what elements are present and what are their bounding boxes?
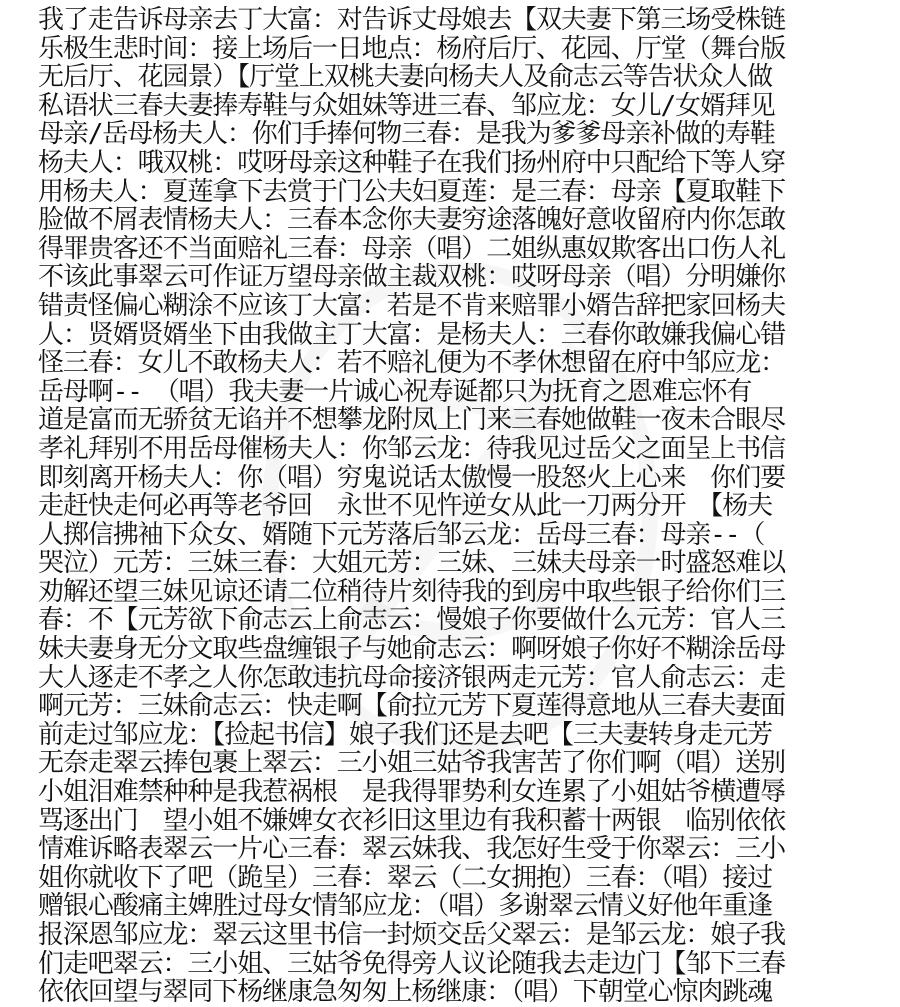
text-line: 即刻离开杨夫人：你（唱）穷鬼说话太傲慢一股怒火上心来 你们要 [38, 463, 786, 493]
text-line: 走赶快走何必再等老爷回 永世不见忤逆女从此一刀两分开 【杨夫 [38, 492, 773, 521]
text-line: 不该此事翠云可作证万望母亲做主裁双桃：哎呀母亲（唱）分明嫌你 [38, 263, 786, 292]
text-line: 脸做不屑表情杨夫人：三春本念你夫妻穷途落魄好意收留府内你怎敢 [38, 206, 786, 235]
text-line: 得罪贵客还不当面赔礼三春：母亲（唱）二姐纵惠奴欺客出口伤人礼 [38, 234, 786, 264]
text-line: 情难诉略表翠云一片心三春：翠云妹我、我怎好生受于你翠云：三小 [38, 835, 786, 864]
text-line: 岳母啊-- （唱）我夫妻一片诚心祝寿诞都只为抚育之恩难忘怀有 [38, 377, 752, 407]
text-line: 春：不【元芳欲下俞志云上俞志云：慢娘子你要做什么元芳：官人三 [38, 606, 786, 636]
text-line: 我了走告诉母亲去丁大富：对告诉丈母娘去【双夫妻下第三场受株链 [38, 6, 786, 35]
text-line: 姐你就收下了吧（跪呈）三春：翠云（二女拥抱）三春：（唱）接过 [38, 863, 773, 893]
text-line: 孝礼拜别不用岳母催杨夫人：你邹云龙：待我见过岳父之面呈上书信 [38, 434, 786, 464]
text-line: 依依回望与翠同下杨继康急匆匆上杨继康：（唱）下朝堂心惊肉跳魂 [38, 978, 773, 1007]
text-line: 前走过邹应龙：【捡起书信】娘子我们还是去吧【三夫妻转身走元芳 [38, 720, 773, 750]
text-line: 哭泣）元芳：三妹三春：大姐元芳：三妹、三妹夫母亲一时盛怒难以 [38, 549, 786, 578]
text-line: 大人逐走不孝之人你怎敢违抗母命接济银两走元芳：官人俞志云：走 [38, 663, 786, 693]
text-line: 无后厅、花园景）【厅堂上双桃夫妻向杨夫人及俞志云等告状众人做 [38, 63, 773, 92]
text-line: 错责怪偏心糊涂不应该丁大富：若是不肯来赔罪小婿告辞把家回杨夫 [38, 291, 786, 321]
text-line: 人：贤婿贤婿坐下由我做主丁大富：是杨夫人：三春你敢嫌我偏心错 [38, 320, 786, 350]
text-line: 人掷信拂袖下众女、婿随下元芳落后邹云龙：岳母三春：母亲--（ [38, 520, 765, 550]
text-line: 赠银心酸痛主婢胜过母女情邹应龙：（唱）多谢翠云情义好他年重逢 [38, 892, 773, 921]
text-line: 无奈走翠云捧包裹上翠云：三小姐三姑爷我害苦了你们啊（唱）送别 [38, 749, 786, 779]
text-line: 用杨夫人：夏莲拿下去赏于门公夫妇夏莲：是三春：母亲【夏取鞋下 [38, 177, 786, 207]
text-line: 母亲/岳母杨夫人：你们手捧何物三春：是我为爹爹母亲补做的寿鞋 [38, 120, 775, 149]
text-line: 报深恩邹应龙：翠云这里书信一封烦交岳父翠云：是邹云龙：娘子我 [38, 921, 786, 950]
text-line: 劝解还望三妹见谅还请二位稍待片刻待我的到房中取些银子给你们三 [38, 577, 786, 607]
text-line: 怪三春：女儿不敢杨夫人：若不赔礼便为不孝休想留在府中邹应龙： [38, 349, 786, 378]
text-line: 道是富而无骄贫无谄并不想攀龙附凤上门来三春她做鞋一夜未合眼尽 [38, 406, 786, 435]
text-line: 私语状三春夫妻捧寿鞋与众姐妹等进三春、邹应龙：女儿/女婿拜见 [38, 91, 775, 121]
text-line: 啊元芳：三妹俞志云：快走啊【俞拉元芳下夏莲得意地从三春夫妻面 [38, 692, 786, 721]
script-text [38, 6, 878, 1007]
text-line: 们走吧翠云：三小姐、三姑爷免得旁人议论随我去走边门【邹下三春 [38, 949, 786, 979]
text-line: 骂逐出门 望小姐不嫌婢女衣衫旧这里边有我积蓄十两银 临别依依 [38, 806, 786, 836]
text-line: 杨夫人：哦双桃：哎呀母亲这种鞋子在我们扬州府中只配给下等人穿 [38, 148, 786, 178]
text-line: 乐极生悲时间：接上场后一日地点：杨府后厅、花园、厅堂（舞台版 [38, 34, 786, 64]
text-line: 小姐泪难禁种种是我惹祸根 是我得罪势利女连累了小姐姑爷横遭辱 [38, 778, 786, 807]
text-line: 妹夫妻身无分文取些盘缠银子与她俞志云：啊呀娘子你好不糊涂岳母 [38, 635, 786, 664]
